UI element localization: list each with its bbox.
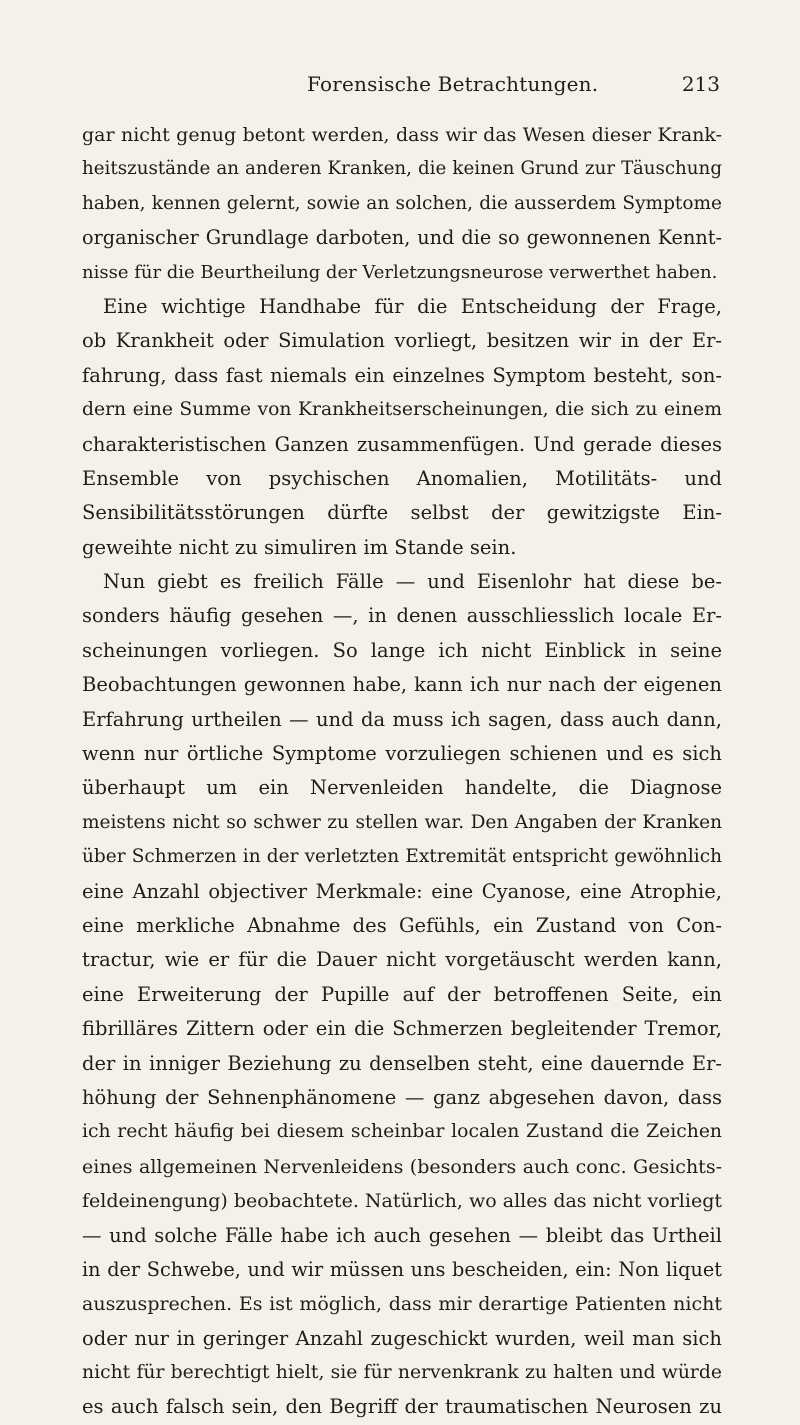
text-line: auszusprechen. Es ist möglich, dass mir derartige Patienten nicht <box>82 1293 722 1316</box>
text-line: Erfahrung urtheilen — und da muss ich sagen, dass auch dann, <box>82 707 722 731</box>
body-text <box>82 118 722 1425</box>
text-line: meistens nicht so schwer zu stellen war. Den Angaben der Kranken <box>82 811 722 833</box>
text-line: dern eine Summe von Krankheitserscheinungen, die sich zu einem <box>82 399 722 421</box>
text-line: geweihte nicht zu simuliren im Stande sein. <box>82 535 517 559</box>
text-line: heitszustände an anderen Kranken, die keinen Grund zur Täuschung <box>82 158 722 180</box>
text-line: Beobachtungen gewonnen habe, kann ich nur nach der eigenen <box>82 673 722 697</box>
text-line: tractur, wie er für die Dauer nicht vorgetäuscht werden kann, <box>82 948 722 972</box>
text-line: sonders häufig gesehen —, in denen ausschliesslich locale Er- <box>82 604 722 628</box>
text-line: höhung der Sehnenphänomene — ganz abgesehen davon, dass <box>82 1085 722 1109</box>
text-line: Nun giebt es freilich Fälle — und Eisenlohr hat diese be- <box>103 570 722 594</box>
text-line: über Schmerzen in der verletzten Extremität entspricht gewöhnlich <box>82 846 722 868</box>
text-line: Ensemble von psychischen Anomalien, Motilitäts- und <box>82 466 722 490</box>
text-line: in der Schwebe, und wir müssen uns bescheiden, ein: Non liquet <box>82 1257 722 1281</box>
text-line: eines allgemeinen Nervenleidens (besonders auch conc. Gesichts- <box>82 1155 722 1178</box>
text-line: fibrilläres Zittern oder ein die Schmerzen begleitender Tremor, <box>82 1017 722 1041</box>
text-line: haben, kennen gelernt, sowie an solchen, die ausserdem Symptome <box>82 192 722 214</box>
text-line: überhaupt um ein Nervenleiden handelte, die Diagnose <box>82 776 722 800</box>
text-line: wenn nur örtliche Symptome vorzuliegen schienen und es sich <box>82 742 722 766</box>
text-line: Sensibilitätsstörungen dürfte selbst der gewitzigste Ein- <box>82 501 722 525</box>
page-header <box>0 72 800 108</box>
text-line: eine Erweiterung der Pupille auf der betroffenen Seite, ein <box>82 982 722 1006</box>
text-line: eine Anzahl objectiver Merkmale: eine Cyanose, eine Atrophie, <box>82 879 722 903</box>
text-line: feldeinengung) beobachtete. Natürlich, wo alles das nicht vorliegt <box>82 1190 722 1213</box>
text-line: Eine wichtige Handhabe für die Entscheidung der Frage, <box>103 294 722 318</box>
text-line: nicht für berechtigt hielt, sie für nervenkrank zu halten und würde <box>82 1362 722 1384</box>
page-number: 213 <box>681 72 720 96</box>
text-line: der in inniger Beziehung zu denselben steht, eine dauernde Er- <box>82 1051 722 1075</box>
text-line: charakteristischen Ganzen zusammenfügen. Und gerade dieses <box>82 432 722 456</box>
text-line: ob Krankheit oder Simulation vorliegt, besitzen wir in der Er- <box>82 329 722 353</box>
running-title: Forensische Betrachtungen. <box>307 72 599 96</box>
text-line: nisse für die Beurtheilung der Verletzungsneurose verwerthet haben. <box>82 261 718 283</box>
text-line: scheinungen vorliegen. So lange ich nicht Einblick in seine <box>82 638 722 662</box>
text-line: gar nicht genug betont werden, dass wir das Wesen dieser Krank- <box>82 124 722 146</box>
text-line: — und solche Fälle habe ich auch gesehen — bleibt das Urtheil <box>82 1223 722 1247</box>
text-line: eine merkliche Abnahme des Gefühls, ein Zustand von Con- <box>82 913 722 937</box>
text-line: organischer Grundlage darboten, und die so gewonnenen Kennt- <box>82 226 722 250</box>
text-line: fahrung, dass fast niemals ein einzelnes Symptom besteht, son- <box>82 363 722 387</box>
text-line: ich recht häufig bei diesem scheinbar localen Zustand die Zeichen <box>82 1121 722 1143</box>
text-line: oder nur in geringer Anzahl zugeschickt wurden, weil man sich <box>82 1326 722 1350</box>
text-line: es auch falsch sein, den Begriff der traumatischen Neurosen zu <box>82 1395 722 1419</box>
